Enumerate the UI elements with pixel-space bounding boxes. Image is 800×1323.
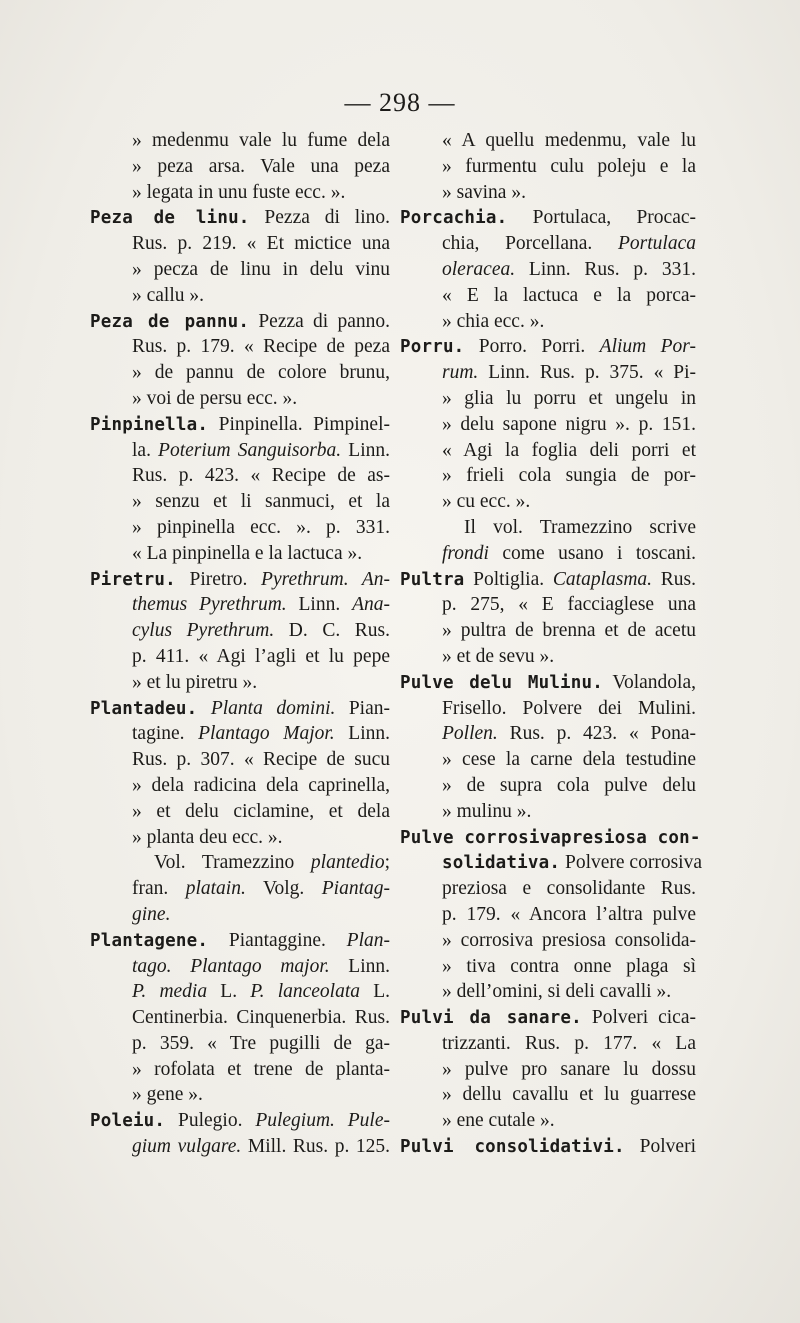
right-text-line [400, 463, 696, 489]
left-text-line [90, 334, 390, 360]
left-text-line [90, 205, 390, 231]
italic-term: P. lanceolata [250, 981, 361, 1003]
right-text-line [400, 489, 696, 515]
text-segment: » callu ». [132, 284, 205, 306]
entry-headword: Plantagene. [90, 930, 209, 951]
text-segment: p. 179. « Ancora l’altra pulve [442, 903, 696, 925]
text-segment: p. 275, « E facciaglese una [442, 594, 696, 616]
entry-headword: Pulvi consolidativi. [400, 1137, 625, 1158]
left-text-line [90, 1082, 390, 1108]
left-text-line [90, 876, 390, 902]
italic-term: themus Pyrethrum. [132, 594, 287, 616]
left-text-line [90, 928, 390, 954]
right-text-line [400, 850, 702, 876]
left-text-line [90, 1108, 390, 1134]
text-segment: » et de sevu ». [442, 645, 555, 667]
text-segment: Rus. p. 179. « Recipe de peza [132, 336, 390, 358]
text-segment: « Agi la foglia deli porri et [442, 439, 696, 461]
left-text-line [90, 283, 390, 309]
italic-term: Poterium Sanguisorba. [158, 439, 342, 461]
left-text-line [90, 902, 390, 928]
right-text-line [400, 180, 696, 206]
right-text-line [400, 747, 696, 773]
text-segment: Polvere corrosiva [560, 852, 702, 874]
italic-term: gium vulgare. [132, 1136, 242, 1158]
text-segment: « La pinpinella e la lactuca ». [132, 542, 363, 564]
text-segment: Rus. p. 219. « Et mictice una [132, 233, 390, 255]
left-text-line [90, 618, 390, 644]
italic-term: Plan- [346, 929, 390, 951]
right-text-line [400, 670, 696, 696]
right-text-line [400, 231, 696, 257]
text-segment: Mill. Rus. p. 125. [241, 1136, 391, 1158]
text-segment: Pulegio. [165, 1110, 256, 1132]
entry-headword: Peza de linu. [90, 208, 250, 229]
text-segment: Volandola, [603, 671, 696, 693]
text-segment: Piantaggine. [208, 929, 347, 951]
right-text-line [400, 128, 696, 154]
text-segment: Porro. Porri. [464, 336, 600, 358]
left-text-line [90, 463, 390, 489]
left-text-line [90, 515, 390, 541]
text-segment: » et delu ciclamine, et dela [132, 800, 390, 822]
right-text-line [400, 386, 696, 412]
left-text-line [90, 438, 390, 464]
italic-term: tago. Plantago major. [132, 955, 330, 977]
right-text-line [400, 979, 696, 1005]
right-text-line [400, 825, 701, 851]
italic-term: Pulegium. Pule- [255, 1110, 390, 1132]
left-text-line [90, 567, 390, 593]
text-segment: » pinpinella ecc. ». p. 331. [132, 516, 390, 538]
text-segment: » dela radicina dela caprinella, [132, 774, 390, 796]
text-segment: Vol. Tramezzino [154, 852, 311, 874]
entry-headword: Pulve corrosivapresiosa con- [400, 827, 701, 848]
text-segment: tagine. [132, 723, 199, 745]
text-segment: Frisello. Polvere dei Mulini. [442, 697, 696, 719]
text-segment: » ene cutale ». [442, 1110, 555, 1132]
right-text-line [400, 618, 696, 644]
left-text-line [90, 386, 390, 412]
text-segment: L. [207, 981, 251, 1003]
left-text-line [90, 799, 390, 825]
text-segment: » furmentu culu poleju e la [442, 155, 696, 177]
left-text-line [90, 1031, 390, 1057]
italic-term: Portulaca [618, 233, 696, 255]
right-text-line [400, 1082, 696, 1108]
text-segment: Polveri [624, 1136, 696, 1158]
text-segment: » et lu piretru ». [132, 671, 258, 693]
text-segment: ; [384, 852, 390, 874]
text-segment: » savina ». [442, 181, 526, 203]
right-text-line [400, 954, 696, 980]
text-segment: » chia ecc. ». [442, 310, 545, 332]
right-text-line [400, 309, 696, 335]
left-text-line [90, 979, 390, 1005]
right-text-line [400, 257, 696, 283]
left-text-line [90, 154, 390, 180]
left-text-line [90, 489, 390, 515]
text-segment: » rofolata et trene de planta- [132, 1058, 390, 1080]
left-text-line [90, 1057, 390, 1083]
italic-term: Planta domini. [210, 697, 336, 719]
text-segment: Rus. p. 423. « Pona- [497, 723, 696, 745]
italic-term: Cataplasma. [552, 568, 653, 590]
text-segment: Rus. [652, 568, 696, 590]
italic-term: Ana- [352, 594, 390, 616]
text-segment: preziosa e consolidante Rus. [442, 878, 696, 900]
italic-term: gine. [132, 903, 171, 925]
right-column [400, 128, 702, 1160]
left-text-line [90, 696, 390, 722]
text-segment: come usano i toscani. [488, 542, 696, 564]
left-text-line [90, 1134, 390, 1160]
right-text-line [400, 773, 696, 799]
text-segment: » frieli cola sungia de por- [442, 465, 696, 487]
text-segment: Portulaca, Procac- [507, 207, 696, 229]
right-text-line [400, 567, 696, 593]
italic-term: Piantag- [321, 878, 390, 900]
entry-headword: Plantadeu. [90, 698, 198, 719]
left-text-line [90, 309, 390, 335]
left-text-line [90, 128, 390, 154]
text-segment: Linn. [334, 723, 390, 745]
text-segment: » delu sapone nigru ». p. 151. [442, 413, 696, 435]
right-text-line [400, 876, 696, 902]
text-segment: p. 359. « Tre pugilli de ga- [132, 1032, 390, 1054]
italic-term: platain. [185, 878, 246, 900]
left-text-line [90, 257, 390, 283]
text-segment: trizzanti. Rus. p. 177. « La [442, 1032, 696, 1054]
text-segment: Il vol. Tramezzino scrive [464, 516, 696, 538]
right-text-line [400, 205, 696, 231]
left-text-line [90, 721, 390, 747]
text-segment: Piretro. [175, 568, 262, 590]
text-segment: » mulinu ». [442, 800, 532, 822]
text-segment: » dell’omini, si deli cavalli ». [442, 981, 672, 1003]
text-segment: Poltiglia. [464, 568, 553, 590]
text-segment: » tiva contra onne plaga sì [442, 955, 696, 977]
text-segment: « E la lactuca e la porca- [442, 284, 696, 306]
entry-headword: Peza de pannu. [90, 311, 250, 332]
text-segment: » voi de persu ecc. ». [132, 387, 298, 409]
text-segment: » glia lu porru et ungelu in [442, 387, 696, 409]
text-segment: » senzu et li sanmuci, et la [132, 491, 390, 513]
italic-term: cylus Pyrethrum. [132, 620, 275, 642]
text-segment: » legata in unu fuste ecc. ». [132, 181, 346, 203]
text-segment: » gene ». [132, 1084, 203, 1106]
right-text-line [400, 1057, 696, 1083]
entry-headword: Pulvi da sanare. [400, 1008, 582, 1029]
left-text-line [90, 850, 390, 876]
right-text-line [400, 541, 696, 567]
right-text-line [400, 799, 696, 825]
right-text-line [400, 334, 696, 360]
italic-term: Plantago Major. [198, 723, 335, 745]
text-segment: Linn. [286, 594, 353, 616]
text-segment: » planta deu ecc. ». [132, 826, 283, 848]
left-text-line [90, 954, 390, 980]
italic-term: frondi [442, 542, 489, 564]
text-segment: Rus. p. 423. « Recipe de as- [132, 465, 390, 487]
right-text-line [400, 154, 696, 180]
text-segment: » dellu cavallu et lu guarrese [442, 1084, 696, 1106]
left-text-line [90, 592, 390, 618]
text-segment: » de supra cola pulve delu [442, 774, 696, 796]
left-text-line [90, 541, 390, 567]
italic-term: Pyrethrum. An- [261, 568, 390, 590]
text-segment: » pulve pro sanare lu dossu [442, 1058, 696, 1080]
text-segment: Linn. [329, 955, 390, 977]
text-segment: Linn. Rus. p. 375. « Pi- [478, 362, 696, 384]
text-segment: D. C. Rus. [274, 620, 390, 642]
text-segment: » medenmu vale lu fume dela [132, 130, 390, 151]
italic-term: Pollen. [442, 723, 498, 745]
right-text-line [400, 1031, 696, 1057]
right-text-line [400, 1005, 696, 1031]
text-segment: Volg. [245, 878, 322, 900]
left-text-line [90, 412, 390, 438]
left-text-line [90, 180, 390, 206]
left-text-line [90, 644, 390, 670]
text-segment: » pultra de brenna et de acetu [442, 620, 696, 642]
text-segment: fran. [132, 878, 186, 900]
entry-headword: Porru. [400, 337, 465, 358]
text-segment: chia, Porcellana. [442, 233, 618, 255]
italic-term: rum. [442, 362, 479, 384]
page-number: — 298 — [344, 88, 456, 117]
text-segment: la. [132, 439, 159, 461]
right-text-line [400, 360, 696, 386]
text-segment: » corrosiva presiosa consolida- [442, 929, 696, 951]
right-text-line [400, 592, 696, 618]
text-segment: Pezza di panno. [249, 310, 390, 332]
right-text-line [400, 928, 696, 954]
text-segment: Centinerbia. Cinquenerbia. Rus. [132, 1007, 390, 1029]
text-segment: Pezza di lino. [249, 207, 391, 229]
text-segment: Rus. p. 307. « Recipe de sucu [132, 749, 390, 771]
entry-headword: Pinpinella. [90, 414, 209, 435]
left-text-line [90, 825, 390, 851]
entry-headword: Poleiu. [90, 1111, 166, 1132]
text-segment: Pinpinella. Pimpinel- [208, 413, 390, 435]
right-text-line [400, 1108, 696, 1134]
left-column [90, 128, 390, 1160]
right-text-line [400, 1134, 696, 1160]
right-text-line [400, 721, 696, 747]
left-text-line [90, 773, 390, 799]
italic-term: P. media [132, 981, 208, 1003]
entry-headword: Piretru. [90, 569, 176, 590]
left-text-line [90, 670, 390, 696]
right-text-line [400, 515, 696, 541]
text-segment: p. 411. « Agi l’agli et lu pepe [132, 645, 390, 667]
text-segment: » de pannu de colore brunu, [132, 362, 390, 384]
italic-term: plantedio [310, 852, 385, 874]
italic-term: Alium Por- [599, 336, 696, 358]
text-segment [197, 698, 210, 719]
text-segment: Linn. Rus. p. 331. [515, 258, 696, 280]
left-text-line [90, 1005, 390, 1031]
left-text-line [90, 747, 390, 773]
text-segment: » pecza de linu in delu vinu [132, 258, 390, 280]
right-text-line [400, 696, 696, 722]
text-segment: » cese la carne dela testudine [442, 749, 696, 771]
entry-headword: Porcachia. [400, 208, 508, 229]
entry-headword: solidativa. [442, 853, 561, 874]
text-segment: L. [360, 981, 390, 1003]
text-segment: » cu ecc. ». [442, 491, 531, 513]
italic-term: oleracea. [442, 258, 516, 280]
left-text-line [90, 360, 390, 386]
text-segment: Pian- [335, 697, 390, 719]
right-text-line [400, 283, 696, 309]
entry-headword: Pultra [400, 569, 465, 590]
right-text-line [400, 412, 696, 438]
text-segment: « A quellu medenmu, vale lu [442, 130, 696, 151]
text-segment: Linn. [341, 439, 390, 461]
text-segment: Polveri cica- [581, 1007, 696, 1029]
right-text-line [400, 902, 696, 928]
left-text-line [90, 231, 390, 257]
right-text-line [400, 644, 696, 670]
text-segment: » peza arsa. Vale una peza [132, 155, 390, 177]
right-text-line [400, 438, 696, 464]
entry-headword: Pulve delu Mulinu. [400, 672, 603, 693]
